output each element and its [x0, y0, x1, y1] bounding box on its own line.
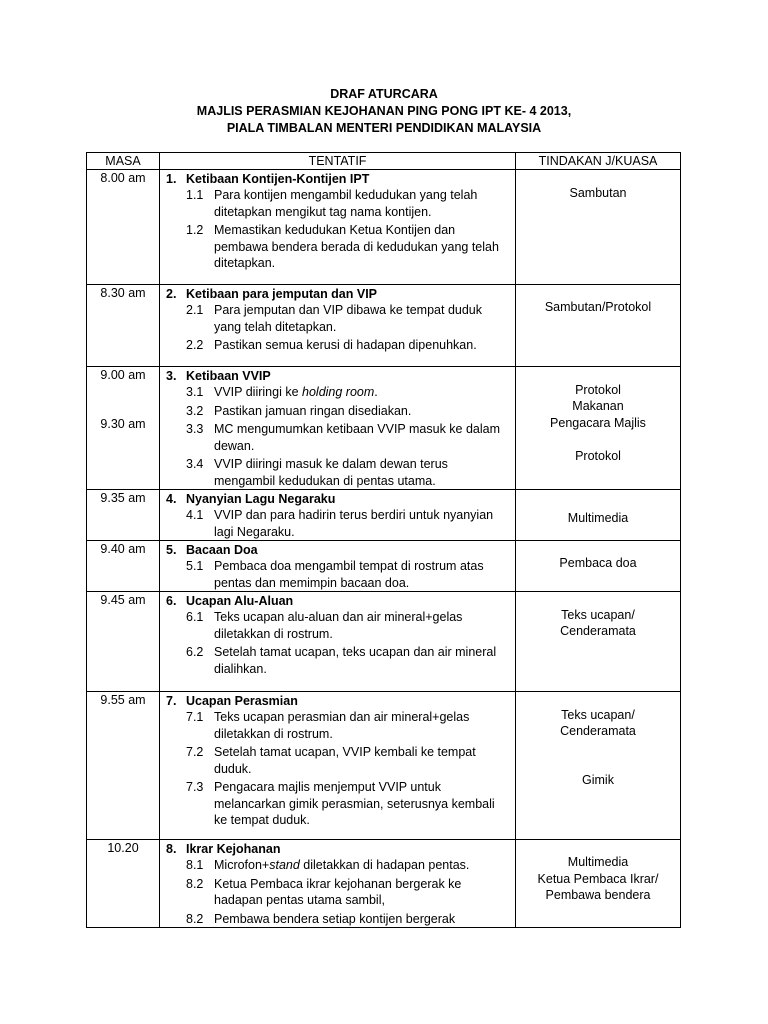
section-number: 7.: [166, 694, 177, 708]
section-title: Ucapan Alu-Aluan: [186, 594, 294, 608]
item-text-main: VVIP diiringi masuk ke dalam dewan terus mengambil kedudukan di pentas utama.: [214, 457, 448, 488]
action-label: Protokol: [575, 383, 621, 397]
item-text-main: VVIP diiringi ke: [214, 385, 303, 399]
agenda-item: [166, 222, 515, 272]
agenda-item: [166, 644, 515, 677]
header-tentatif: TENTATIF: [160, 153, 516, 170]
agenda-item: [166, 403, 515, 420]
agenda-item: [166, 456, 515, 489]
section-title: Ketibaan para jemputan dan VIP: [186, 287, 378, 301]
time-label: 9.40 am: [100, 542, 146, 556]
agenda-item: [166, 911, 515, 928]
action-label: Pengacara Majlis: [550, 416, 646, 430]
schedule-row: [87, 840, 681, 928]
item-text: [214, 744, 515, 777]
item-number: 3.4: [186, 457, 204, 471]
item-text-after: diletakkan di hadapan pentas.: [299, 858, 470, 872]
agenda-item: [166, 302, 515, 335]
item-number: 6.2: [186, 645, 204, 659]
section-heading: [166, 368, 515, 384]
time-cell: [87, 692, 160, 840]
item-text: [214, 857, 515, 874]
section-number: 4.: [166, 492, 177, 506]
item-number: 7.2: [186, 745, 204, 759]
item-number: 8.2: [186, 876, 204, 891]
agenda-item: [166, 609, 515, 642]
schedule-row: [87, 170, 681, 285]
agenda-cell: [160, 170, 516, 285]
agenda-item: [166, 421, 515, 454]
item-text: [214, 337, 515, 354]
item-text-main: Setelah tamat ucapan, VVIP kembali ke tempat duduk.: [214, 745, 476, 776]
item-number: 4.1: [186, 508, 204, 522]
item-text-main: Teks ucapan alu-aluan dan air mineral+gelas diletakkan di rostrum.: [214, 610, 463, 641]
agenda-cell: [160, 367, 516, 490]
item-text-italic: holding room: [302, 385, 375, 399]
action-cell: [516, 840, 681, 928]
item-text-main: Pengacara majlis menjemput VVIP untuk melancarkan gimik perasmian, seterusnya kembali ke tempat duduk.: [214, 780, 495, 827]
action-cell: [516, 692, 681, 840]
item-number: 7.3: [186, 780, 204, 794]
section-title: Bacaan Doa: [186, 543, 258, 557]
section-number: 2.: [166, 287, 177, 301]
item-text: [214, 384, 515, 401]
time-cell: [87, 592, 160, 692]
action-cell: [516, 170, 681, 285]
item-number: 3.3: [186, 422, 204, 436]
action-label: Sambutan/Protokol: [544, 300, 652, 314]
time-cell: [87, 285, 160, 367]
time-cell: [87, 170, 160, 285]
time-cell: [87, 367, 160, 490]
action-cell: [516, 367, 681, 490]
action-cell: [516, 541, 681, 592]
agenda-cell: [160, 490, 516, 541]
action-cell: [516, 490, 681, 541]
item-number: 5.1: [186, 559, 204, 573]
item-text-main: Pastikan jamuan ringan disediakan.: [214, 403, 412, 418]
action-label: Sambutan: [569, 186, 627, 200]
item-number: 3.1: [186, 385, 204, 399]
item-number: 1.2: [186, 223, 204, 237]
agenda-item: [166, 337, 515, 354]
agenda-item: [166, 187, 515, 220]
item-text-main: Para jemputan dan VIP dibawa ke tempat duduk yang telah ditetapkan.: [214, 303, 482, 334]
agenda-item: [166, 709, 515, 742]
item-text-main: Setelah tamat ucapan, teks ucapan dan air mineral dialihkan.: [214, 645, 497, 676]
time-label: 8.00 am: [100, 171, 146, 185]
section-heading: [166, 491, 515, 507]
section-title: Ikrar Kejohanan: [186, 842, 281, 856]
section-number: 6.: [166, 594, 177, 608]
item-text: [214, 403, 515, 420]
section-heading: [166, 542, 515, 558]
item-text-main: Ketua Pembaca ikrar kejohanan bergerak ke hadapan pentas utama sambil,: [214, 876, 462, 907]
item-number: 2.2: [186, 338, 204, 352]
header-row: [87, 153, 681, 170]
item-text: [214, 709, 515, 742]
item-text: [214, 911, 515, 928]
item-number: 7.1: [186, 710, 204, 724]
time-label: 9.45 am: [100, 593, 146, 607]
item-text-main: Memastikan kedudukan Ketua Kontijen dan pembawa bendera berada di kedudukan yang telah ditetapkan.: [214, 223, 499, 270]
agenda-cell: [160, 692, 516, 840]
action-cell: [516, 285, 681, 367]
time-cell: [87, 490, 160, 541]
time-label: 8.30 am: [100, 286, 146, 300]
agenda-item: [166, 857, 515, 874]
schedule-row: [87, 692, 681, 840]
agenda-item: [166, 876, 515, 909]
time-label: 9.55 am: [100, 693, 146, 707]
item-text: [214, 421, 515, 454]
item-text-italic: stand: [269, 858, 300, 872]
time-label: 10.20: [107, 841, 139, 855]
action-label: Gimik: [582, 773, 614, 787]
action-label: Teks ucapan/: [561, 708, 635, 722]
doc-title-1: DRAF ATURCARA: [330, 87, 438, 101]
section-heading: [166, 841, 515, 857]
section-title: Nyanyian Lagu Negaraku: [186, 492, 336, 506]
time-label: 9.35 am: [100, 491, 146, 505]
item-number: 3.2: [186, 403, 204, 418]
item-number: 8.1: [186, 858, 204, 872]
schedule-row: [87, 490, 681, 541]
section-number: 1.: [166, 172, 177, 186]
agenda-item: [166, 744, 515, 777]
schedule-row: [87, 367, 681, 490]
item-text-main: MC mengumumkan ketibaan VVIP masuk ke dalam dewan.: [214, 422, 501, 453]
item-number: 6.1: [186, 610, 204, 624]
item-text: [214, 609, 515, 642]
agenda-item: [166, 779, 515, 829]
section-number: 5.: [166, 543, 177, 557]
header-tindakan: TINDAKAN J/KUASA: [516, 153, 681, 170]
section-heading: [166, 171, 515, 187]
item-text-main: Microfon+: [214, 858, 270, 872]
agenda-cell: [160, 285, 516, 367]
action-label: Multimedia: [567, 511, 629, 525]
section-number: 3.: [166, 369, 177, 383]
item-text: [214, 644, 515, 677]
schedule-table: [86, 152, 681, 928]
schedule-row: [87, 541, 681, 592]
agenda-cell: [160, 592, 516, 692]
section-title: Ketibaan VVIP: [186, 369, 271, 383]
header-masa: MASA: [87, 153, 160, 170]
action-label: Pembawa bendera: [545, 888, 651, 902]
item-text-main: Teks ucapan perasmian dan air mineral+gelas diletakkan di rostrum.: [214, 710, 470, 741]
item-text: [214, 456, 515, 489]
agenda-cell: [160, 840, 516, 928]
section-number: 8.: [166, 842, 177, 856]
item-text: [214, 187, 515, 220]
section-heading: [166, 593, 515, 609]
agenda-item: [166, 384, 515, 401]
time-label: 9.00 am: [100, 368, 146, 382]
section-heading: [166, 286, 515, 302]
item-number: 8.2: [186, 911, 204, 926]
action-cell: [516, 592, 681, 692]
item-text-main: Pastikan semua kerusi di hadapan dipenuhkan.: [214, 338, 477, 352]
item-text-main: Pembawa bendera setiap kontijen bergerak: [214, 911, 456, 926]
schedule-row: [87, 285, 681, 367]
agenda-item: [166, 558, 515, 591]
agenda-cell: [160, 541, 516, 592]
action-label: Teks ucapan/: [561, 608, 635, 622]
action-label: Cenderamata: [560, 624, 636, 638]
item-number: 1.1: [186, 188, 204, 202]
item-text-after: .: [374, 385, 378, 399]
section-title: Ketibaan Kontijen-Kontijen IPT: [186, 172, 370, 186]
item-text-main: VVIP dan para hadirin terus berdiri untuk nyanyian lagi Negaraku.: [214, 508, 494, 539]
time-cell: [87, 840, 160, 928]
action-label: Makanan: [572, 399, 624, 413]
item-text-main: Para kontijen mengambil kedudukan yang telah ditetapkan mengikut tag nama kontijen.: [214, 188, 478, 219]
agenda-item: [166, 507, 515, 540]
time-cell: [87, 541, 160, 592]
item-text: [214, 507, 515, 540]
action-label: Ketua Pembaca Ikrar/: [537, 872, 659, 886]
doc-title-3: PIALA TIMBALAN MENTERI PENDIDIKAN MALAYSIA: [226, 121, 542, 135]
time-label: 9.30 am: [100, 417, 146, 431]
item-text: [214, 779, 515, 829]
schedule-row: [87, 592, 681, 692]
item-text-main: Pembaca doa mengambil tempat di rostrum atas pentas dan memimpin bacaan doa.: [214, 559, 484, 590]
section-title: Ucapan Perasmian: [186, 694, 298, 708]
item-number: 2.1: [186, 303, 204, 317]
action-label: Multimedia: [567, 855, 629, 869]
item-text: [214, 302, 515, 335]
item-text: [214, 222, 515, 272]
item-text: [214, 558, 515, 591]
action-label: Cenderamata: [560, 724, 636, 738]
action-label: Pembaca doa: [559, 556, 637, 570]
doc-title-2: MAJLIS PERASMIAN KEJOHANAN PING PONG IPT KE- 4 2013,: [196, 104, 572, 118]
item-text: [214, 876, 515, 909]
section-heading: [166, 693, 515, 709]
action-label: Protokol: [575, 449, 621, 463]
